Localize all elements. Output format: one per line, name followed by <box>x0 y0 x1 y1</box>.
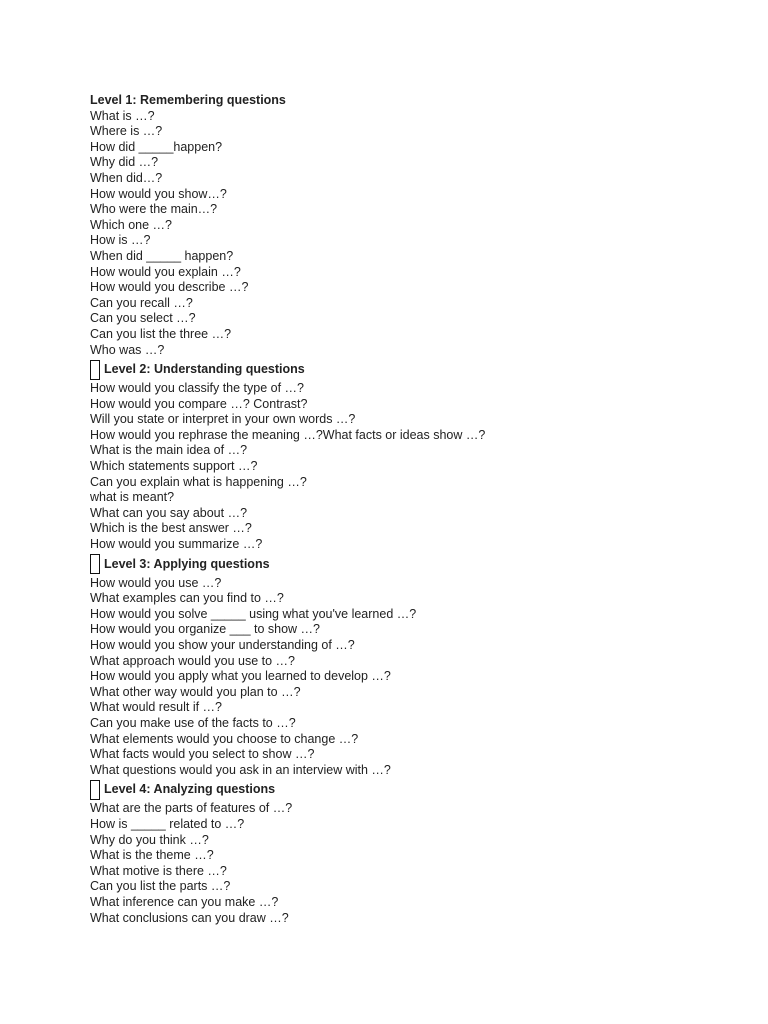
section-heading-text: Level 3: Applying questions <box>104 556 270 571</box>
section-heading-text: Level 1: Remembering questions <box>90 93 286 107</box>
question-line: How would you apply what you learned to develop …? <box>90 669 391 684</box>
document-body <box>90 93 730 926</box>
question-line: How would you compare …? Contrast? <box>90 396 308 411</box>
question-line: What approach would you use to …? <box>90 653 295 668</box>
question-line: What elements would you choose to change …? <box>90 731 359 746</box>
section-heading <box>90 358 730 381</box>
question-line: How would you use …? <box>90 575 222 590</box>
question-line: What inference can you make …? <box>90 894 279 909</box>
question-line: What questions would you ask in an interview with …? <box>90 762 391 777</box>
question-line: How would you show…? <box>90 186 227 201</box>
question-line: When did _____ happen? <box>90 248 234 263</box>
placeholder-box-icon <box>90 360 100 380</box>
question-line: What can you say about …? <box>90 505 248 520</box>
question-line: What are the parts of features of …? <box>90 801 293 816</box>
question-line: What motive is there …? <box>90 863 227 878</box>
question-line: Can you make use of the facts to …? <box>90 715 296 730</box>
section-level-2 <box>90 358 730 553</box>
question-line: How would you describe …? <box>90 280 249 295</box>
question-line: Why do you think …? <box>90 832 209 847</box>
question-line: What examples can you find to …? <box>90 591 284 606</box>
question-line: How did _____happen? <box>90 139 223 154</box>
question-line: what is meant? <box>90 490 175 505</box>
question-line: Where is …? <box>90 124 163 139</box>
question-line: Will you state or interpret in your own words …? <box>90 412 356 427</box>
section-heading-text: Level 2: Understanding questions <box>104 362 305 377</box>
section-level-4 <box>90 778 730 926</box>
question-line: Who were the main…? <box>90 202 218 217</box>
question-line: Can you list the three …? <box>90 326 232 341</box>
placeholder-box-icon <box>90 554 100 574</box>
question-line: How would you rephrase the meaning …?What facts or ideas show …? <box>90 427 486 442</box>
question-line: What is …? <box>90 108 155 123</box>
question-line: Which is the best answer …? <box>90 521 252 536</box>
question-line: How would you summarize …? <box>90 537 263 552</box>
placeholder-box-icon <box>90 780 100 800</box>
question-line: Can you list the parts …? <box>90 879 231 894</box>
section-level-3 <box>90 553 730 779</box>
question-line: What would result if …? <box>90 700 222 715</box>
question-line: Which statements support …? <box>90 459 258 474</box>
question-line: Can you recall …? <box>90 295 193 310</box>
question-line: Which one …? <box>90 217 172 232</box>
question-line: What facts would you select to show …? <box>90 747 315 762</box>
question-line: Can you explain what is happening …? <box>90 474 307 489</box>
question-line: Can you select …? <box>90 311 196 326</box>
question-line: How would you explain …? <box>90 264 241 279</box>
question-line: What is the main idea of …? <box>90 443 248 458</box>
question-line: How is …? <box>90 233 151 248</box>
question-line: How would you classify the type of …? <box>90 381 304 396</box>
section-level-1 <box>90 93 730 358</box>
section-heading <box>90 93 730 109</box>
section-heading-text: Level 4: Analyzing questions <box>104 782 276 797</box>
question-line: How would you solve _____ using what you've learned …? <box>90 606 417 621</box>
question-line: Who was …? <box>90 342 165 357</box>
question-line: What conclusions can you draw …? <box>90 910 289 925</box>
question-line: What other way would you plan to …? <box>90 684 301 699</box>
question-line: How would you show your understanding of …? <box>90 638 355 652</box>
section-heading <box>90 553 730 576</box>
question-line: When did…? <box>90 170 163 185</box>
question-line: How would you organize ___ to show …? <box>90 622 320 637</box>
section-heading <box>90 778 730 801</box>
question-line: Why did …? <box>90 155 159 170</box>
question-line: What is the theme …? <box>90 848 214 863</box>
question-line: How is _____ related to …? <box>90 816 245 831</box>
